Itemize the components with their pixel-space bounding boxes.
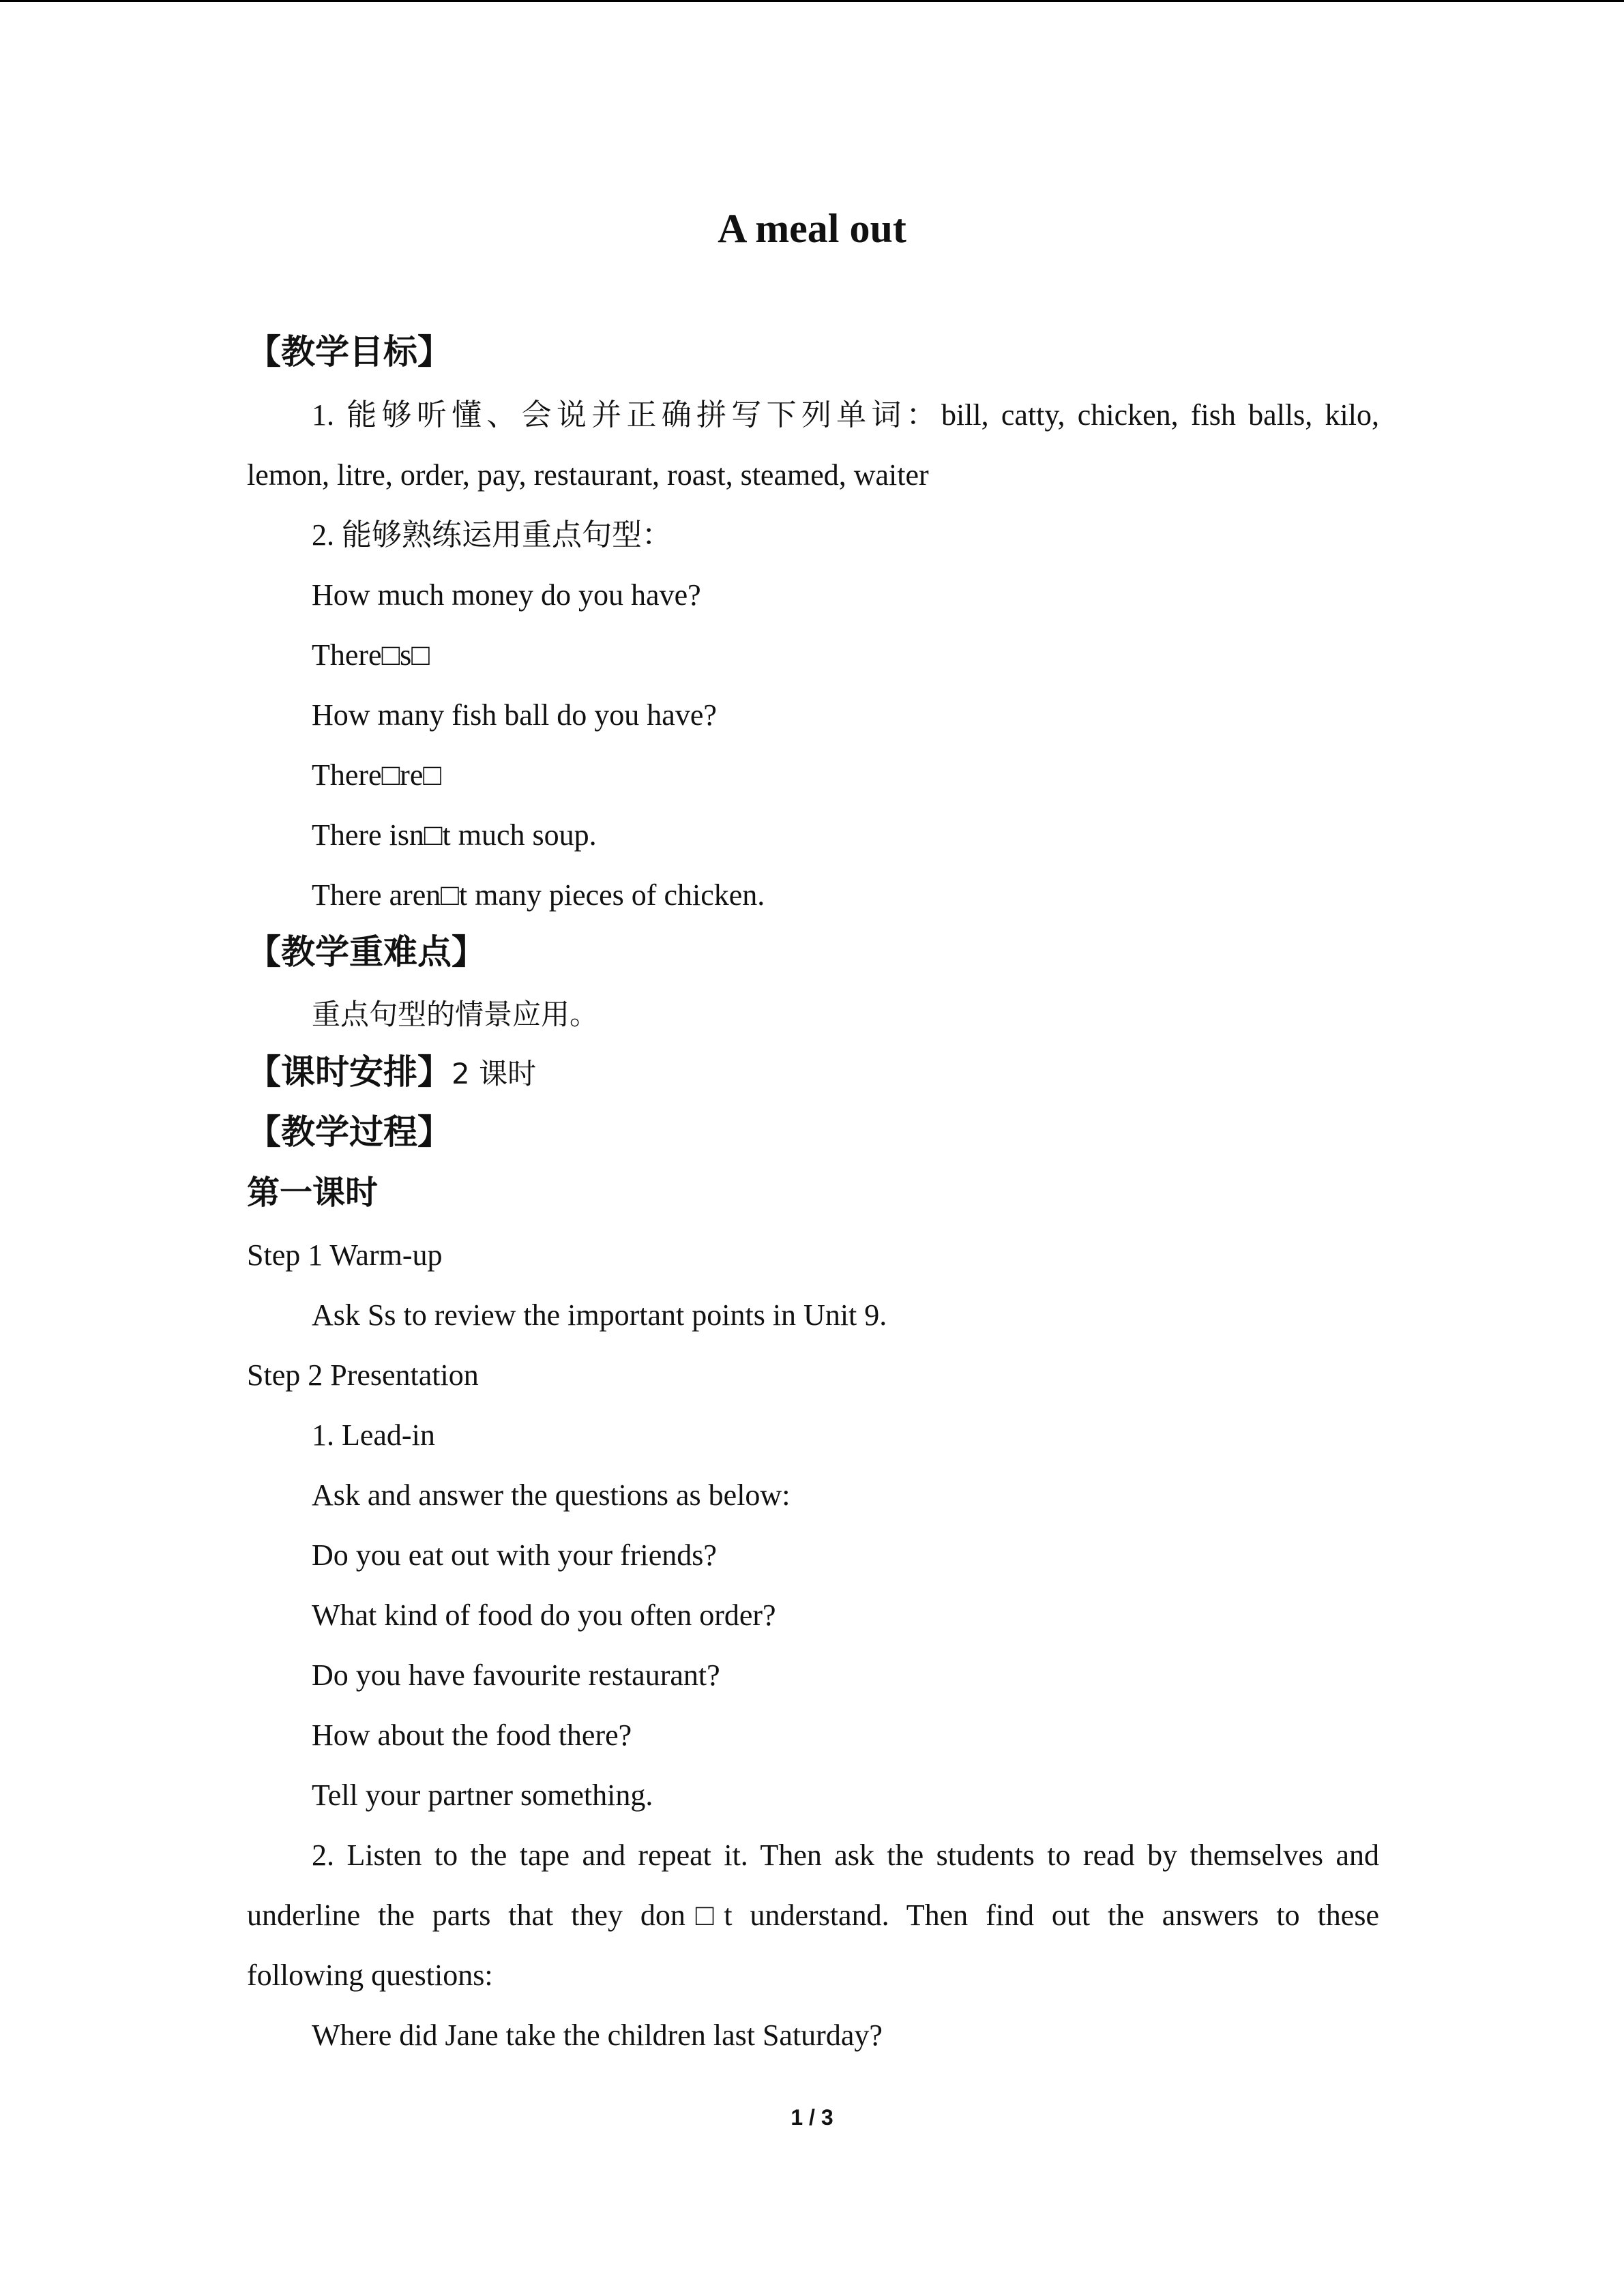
- step-2-heading: Step 2 Presentation: [247, 1358, 479, 1392]
- lead-in-heading: 1. Lead-in: [312, 1418, 435, 1452]
- objective-1-line-2: lemon, litre, order, pay, restaurant, roast, steamed, waiter: [247, 458, 929, 492]
- paragraph-2-line-3: following questions:: [247, 1958, 493, 1992]
- question-last: Where did Jane take the children last Saturday?: [312, 2018, 883, 2052]
- paragraph-2-line-1: 2. Listen to the tape and repeat it. Then ask the students to read by themselves and: [312, 1838, 1379, 1872]
- sentence-2: There□s□: [312, 638, 430, 672]
- process-heading: 【教学过程】: [247, 1112, 452, 1152]
- step-1-text: Ask Ss to review the important points in Unit 9.: [312, 1298, 887, 1332]
- objectives-heading: 【教学目标】: [247, 332, 452, 372]
- question-1: Do you eat out with your friends?: [312, 1538, 717, 1572]
- keypoints-text: 重点句型的情景应用。: [312, 998, 599, 1031]
- question-4: How about the food there?: [312, 1718, 632, 1752]
- question-2: What kind of food do you often order?: [312, 1598, 776, 1632]
- page-title: A meal out: [718, 206, 906, 251]
- lead-in-intro: Ask and answer the questions as below:: [312, 1478, 791, 1512]
- lesson-1-heading: 第一课时: [247, 1174, 379, 1212]
- objective-2: 2. 能够熟练运用重点句型：: [312, 518, 672, 552]
- sentence-3: How many fish ball do you have?: [312, 698, 717, 732]
- sentence-1: How much money do you have?: [312, 578, 701, 612]
- step-1-heading: Step 1 Warm-up: [247, 1238, 443, 1272]
- sentence-5: There isn□t much soup.: [312, 818, 597, 852]
- schedule-row: [247, 1052, 537, 1092]
- page-number: 1 / 3: [791, 2105, 833, 2130]
- schedule-value: 2 课时: [452, 1057, 537, 1090]
- sentence-6: There aren□t many pieces of chicken.: [312, 878, 765, 912]
- question-3: Do you have favourite restaurant?: [312, 1658, 720, 1692]
- keypoints-heading: 【教学重难点】: [247, 932, 486, 972]
- schedule-heading: 【课时安排】: [247, 1052, 452, 1092]
- question-5: Tell your partner something.: [312, 1778, 653, 1812]
- paragraph-2-line-2: underline the parts that they don□t understand. Then find out the answers to these: [247, 1898, 1379, 1932]
- sentence-4: There□re□: [312, 758, 441, 792]
- objective-1-line-1: 1. 能够听懂、会说并正确拼写下列单词：bill, catty, chicken, fish balls, kilo,: [312, 398, 1379, 432]
